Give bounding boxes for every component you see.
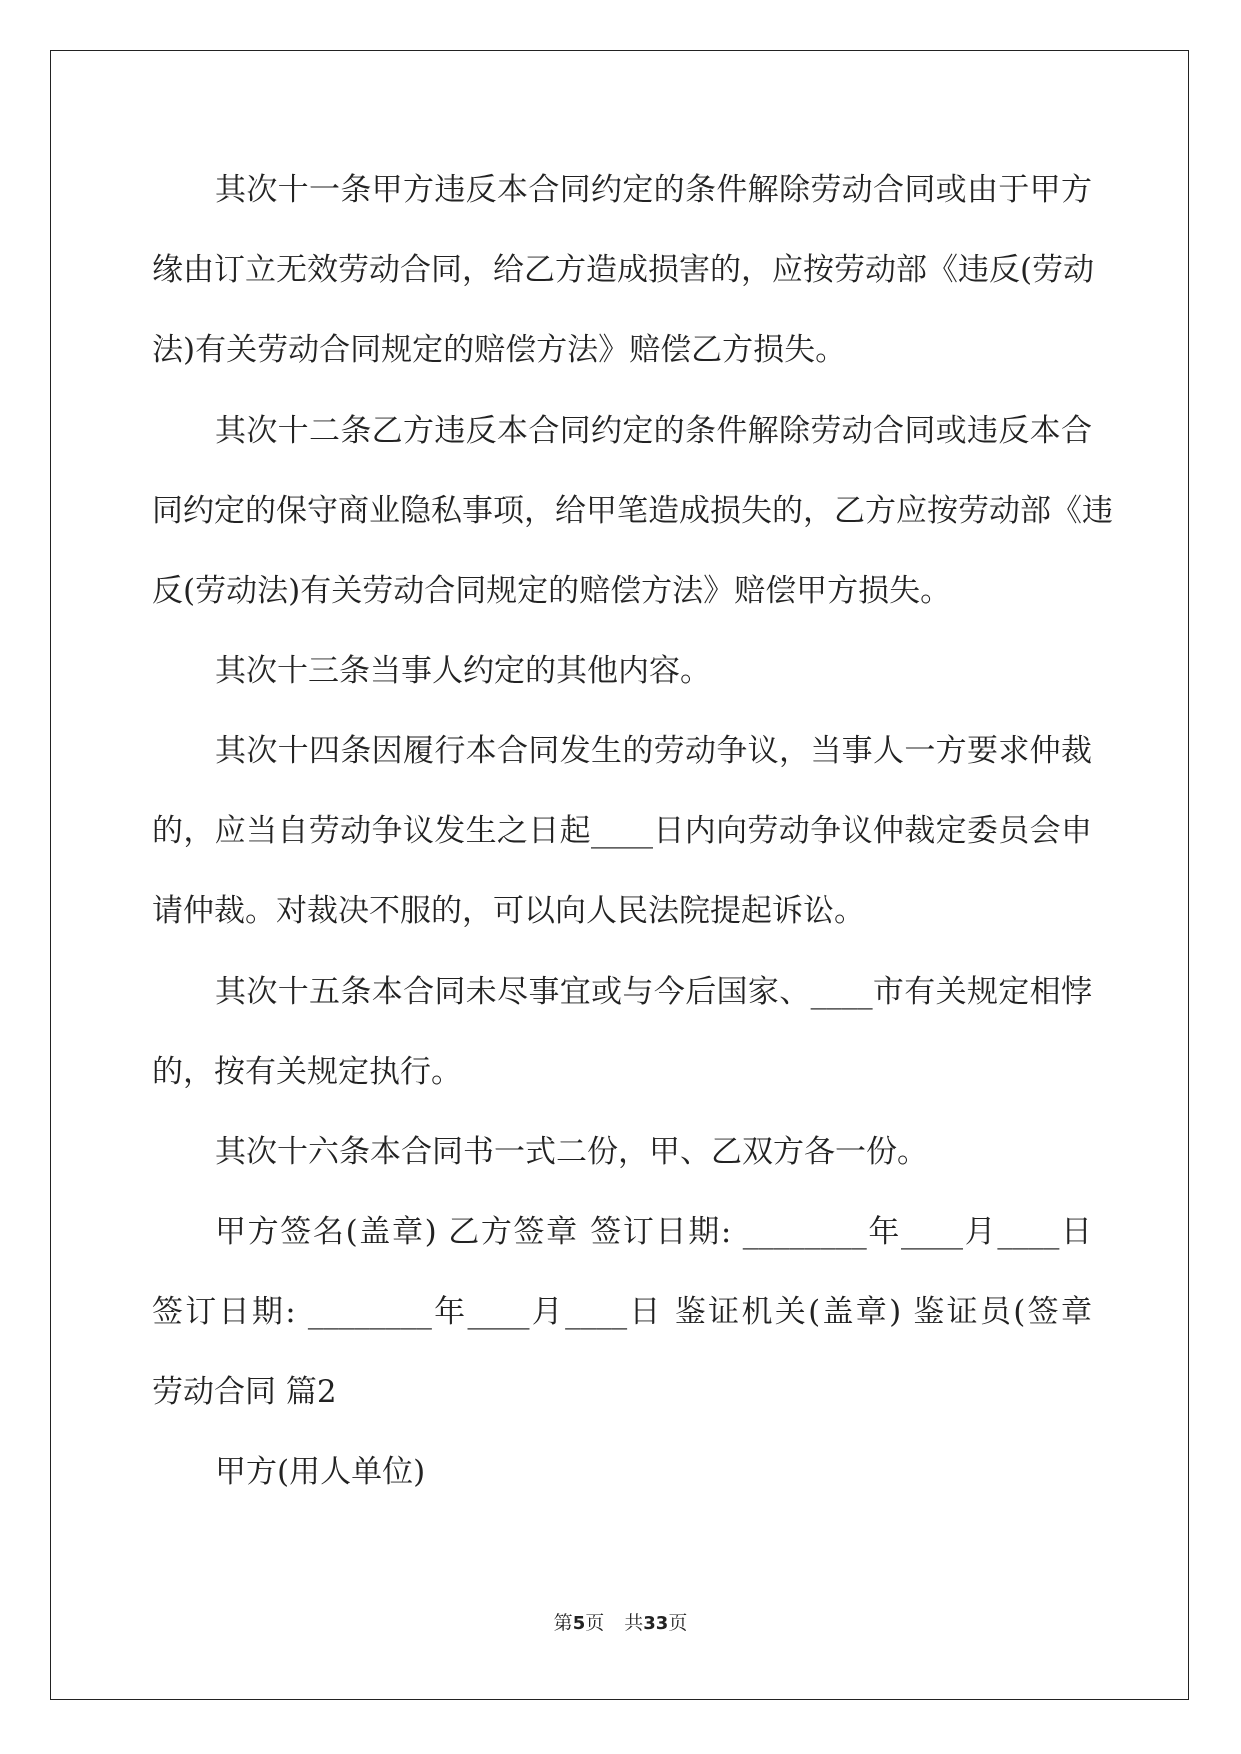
section-heading: 劳动合同 篇2 — [152, 1374, 337, 1410]
text-line-2: 缘由订立无效劳动合同，给乙方造成损害的，应按劳动部《违反(劳动 — [152, 252, 1095, 288]
text-line-3: 法)有关劳动合同规定的赔偿方法》赔偿乙方损失。 — [152, 332, 847, 368]
text-line-13: 其次十六条本合同书一式二份，甲、乙双方各一份。 — [215, 1134, 928, 1170]
text-line-8: 其次十四条因履行本合同发生的劳动争议，当事人一方要求仲裁 — [215, 733, 1092, 769]
text-line-4: 其次十二条乙方违反本合同约定的条件解除劳动合同或违反本合 — [215, 413, 1092, 449]
footer-total-pages: 33 — [643, 1613, 669, 1634]
text-line-party-a: 甲方(用人单位) — [215, 1454, 426, 1490]
signature-line-2: 签订日期: ________年____月____日 鉴证机关(盖章) 鉴证员(签章 — [152, 1294, 1092, 1330]
footer-prefix: 第 — [553, 1612, 573, 1634]
footer-page-number: 5 — [572, 1613, 586, 1634]
text-line-11: 其次十五条本合同未尽事宜或与今后国家、____市有关规定相悖 — [215, 974, 1092, 1010]
text-line-9: 的，应当自劳动争议发生之日起____日内向劳动争议仲裁定委员会申 — [152, 813, 1092, 849]
footer-total-suffix: 页 — [668, 1612, 688, 1634]
text-line-12: 的，按有关规定执行。 — [152, 1054, 462, 1090]
text-line-10: 请仲裁。对裁决不服的，可以向人民法院提起诉讼。 — [152, 893, 865, 929]
signature-line-1: 甲方签名(盖章) 乙方签章 签订日期: ________年____月____日 — [215, 1214, 1092, 1250]
text-line-5: 同约定的保守商业隐私事项，给甲笔造成损失的，乙方应按劳动部《违 — [152, 493, 1113, 529]
text-line-6: 反(劳动法)有关劳动合同规定的赔偿方法》赔偿甲方损失。 — [152, 573, 952, 609]
text-line-1: 其次十一条甲方违反本合同约定的条件解除劳动合同或由于甲方 — [215, 172, 1092, 208]
footer-total-prefix: 共 — [624, 1612, 644, 1634]
footer-page-suffix: 页 — [585, 1612, 605, 1634]
page-footer — [0, 1608, 1241, 1635]
text-line-7: 其次十三条当事人约定的其他内容。 — [215, 653, 711, 689]
